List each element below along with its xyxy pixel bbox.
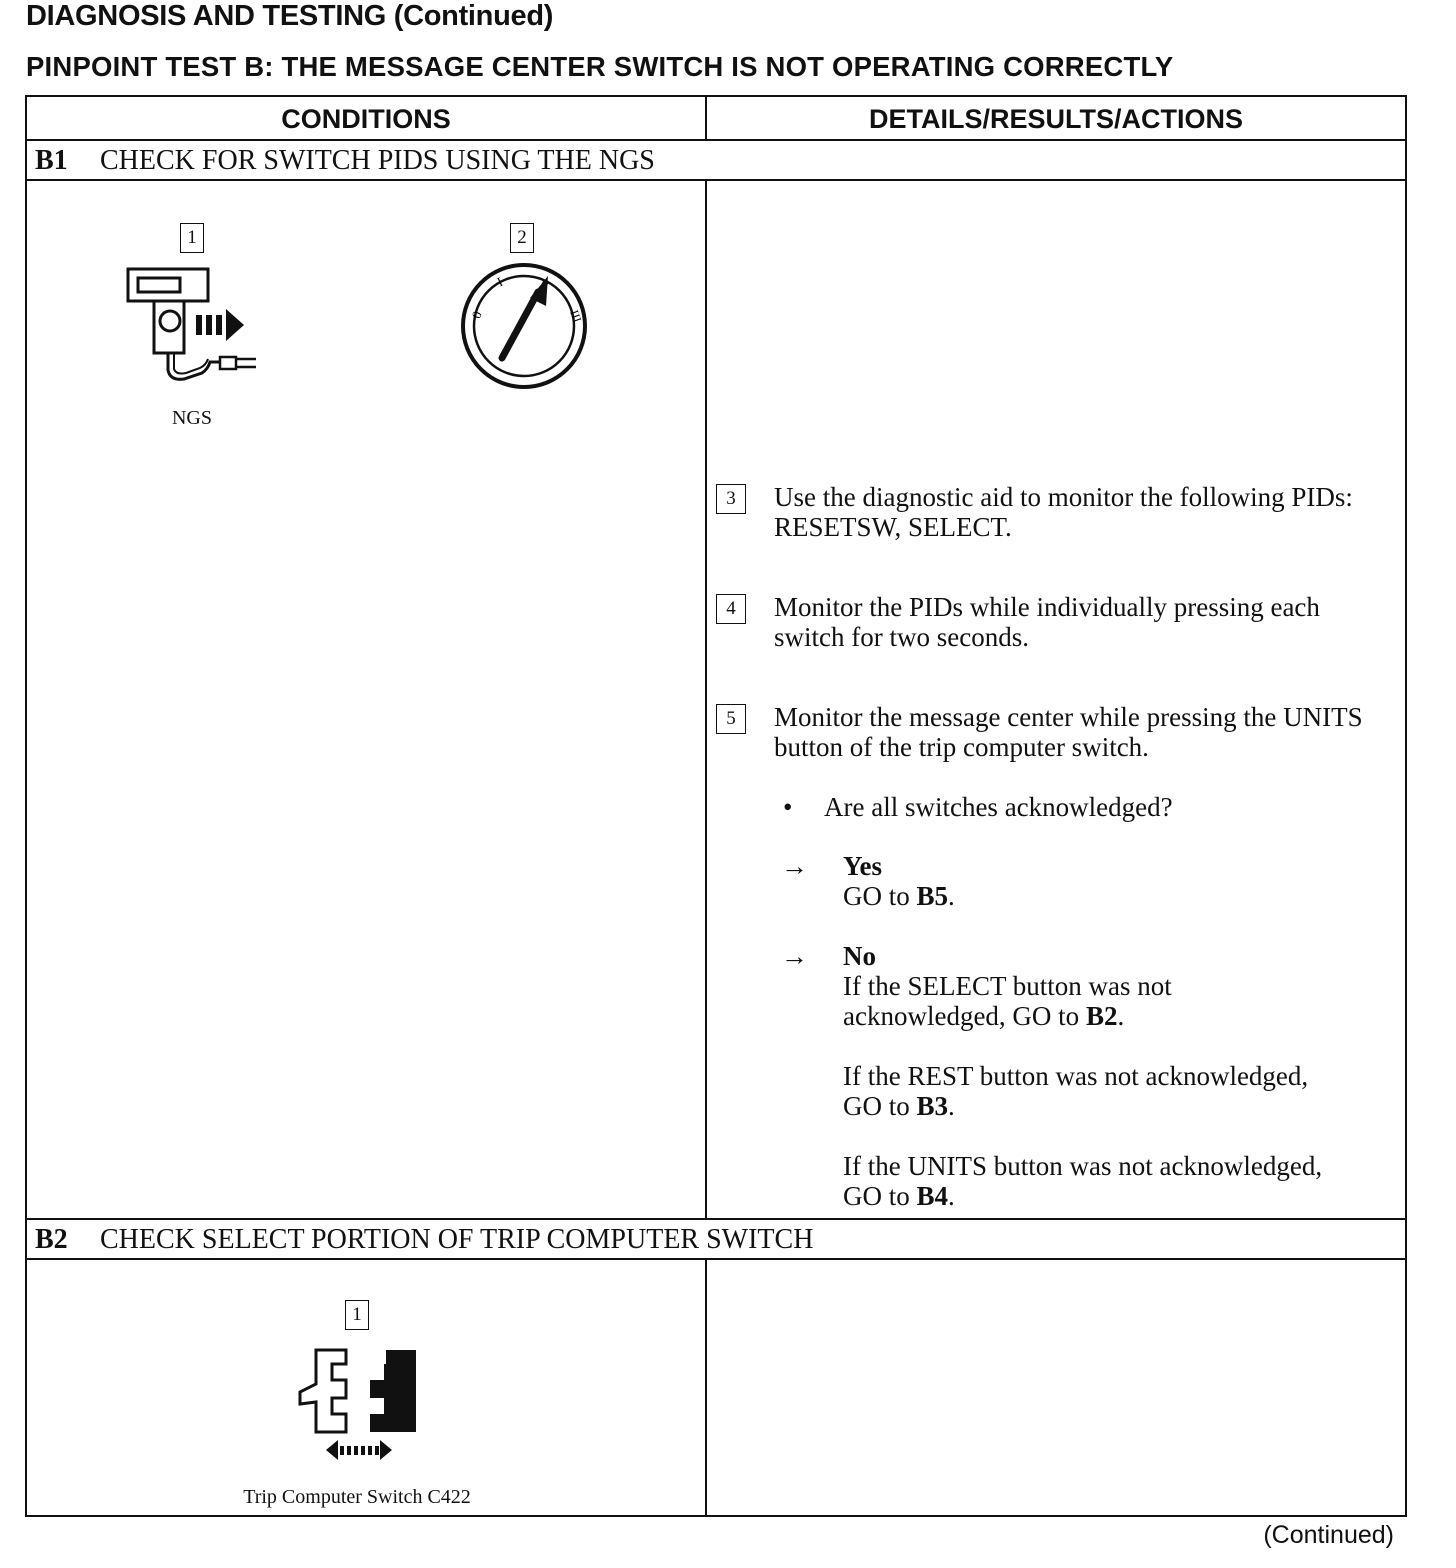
ignition-label-1: I [494, 273, 505, 290]
b2-divider [705, 1258, 707, 1517]
yes-label: Yes [843, 851, 882, 881]
ignition-label-3: III [567, 308, 585, 325]
b1-divider [705, 179, 707, 1220]
b1-yes-outcome [843, 851, 955, 911]
b1-step4-number: 4 [716, 594, 746, 624]
no-label: No [843, 941, 876, 971]
b1-step3-number: 3 [716, 484, 746, 514]
ngs-tester-icon [124, 265, 264, 390]
b1-figure2-number: 2 [510, 223, 534, 253]
b2-figure1-number: 1 [345, 1300, 369, 1330]
no-line3: If the REST button was not acknowledged, [843, 1061, 1309, 1091]
b1-step5-number: 5 [716, 704, 746, 734]
step-b1-title: CHECK FOR SWITCH PIDS USING THE NGS [100, 145, 655, 176]
page-header: DIAGNOSIS AND TESTING (Continued) [26, 0, 554, 32]
ignition-switch-icon [460, 262, 588, 390]
page-subheader: PINPOINT TEST B: THE MESSAGE CENTER SWITCH IS NOT OPERATING CORRECTLY [26, 51, 1174, 82]
no-line5: If the UNITS button was not acknowledged, [843, 1151, 1323, 1181]
b1-figure1-number: 1 [180, 223, 204, 253]
yes-arrow-icon: → [781, 851, 808, 881]
trip-computer-switch-connector-icon [292, 1344, 422, 1472]
b2-figure1-caption: Trip Computer Switch C422 [243, 1486, 471, 1508]
details-column-header: DETAILS/RESULTS/ACTIONS [868, 104, 1243, 134]
b1-step3-text: Use the diagnostic aid to monitor the following PIDs: RESETSW, SELECT. [774, 482, 1353, 542]
step-b2-row [27, 1220, 1405, 1258]
step-b2-id: B2 [35, 1224, 68, 1255]
page-footer-continued: (Continued) [1263, 1521, 1394, 1549]
b1-step4-text: Monitor the PIDs while individually pressing each switch for two seconds. [774, 592, 1320, 652]
no-line6: GO to B4. [843, 1181, 955, 1211]
no-line2: acknowledged, GO to B2. [843, 1001, 1125, 1031]
b1-figure1-caption: NGS [171, 407, 212, 429]
step-b1-id: B1 [35, 145, 68, 176]
conditions-column-header: CONDITIONS [281, 104, 451, 134]
no-line1: If the SELECT button was not [843, 971, 1172, 1001]
step-b2-title: CHECK SELECT PORTION OF TRIP COMPUTER SWITCH [100, 1224, 814, 1255]
no-arrow-icon: → [781, 941, 808, 971]
ignition-label-0: 0 [468, 309, 485, 321]
b1-no-outcome [843, 941, 1322, 1211]
b1-step5-text: Monitor the message center while pressing the UNITS button of the trip computer switch. [774, 702, 1363, 762]
bullet-icon: • [783, 792, 793, 822]
step-b1-row [27, 141, 1405, 179]
b1-question-text: Are all switches acknowledged? [824, 792, 1173, 822]
no-line4: GO to B3. [843, 1091, 955, 1121]
yes-action: GO to B5. [843, 881, 955, 911]
